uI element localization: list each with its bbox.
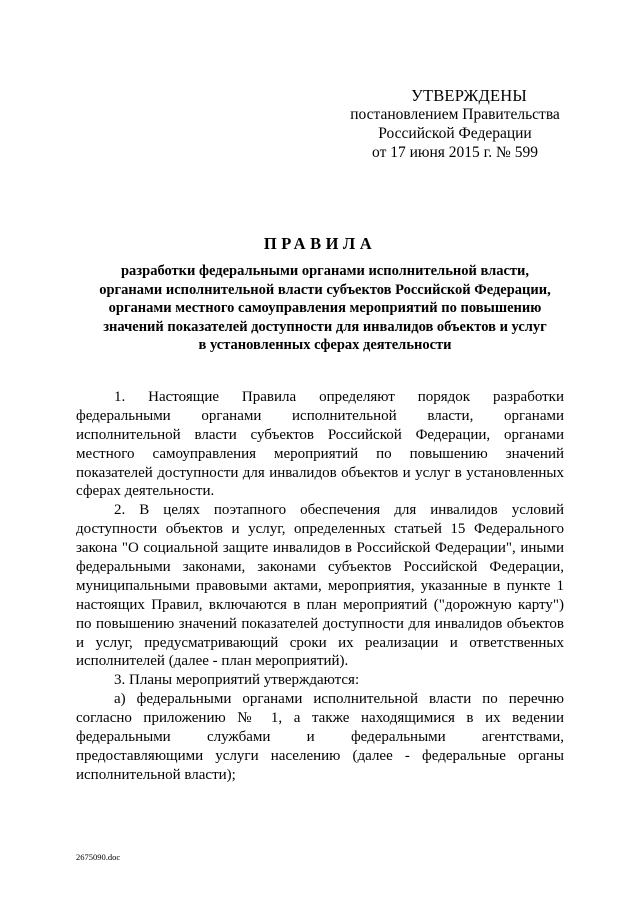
text-line: предоставляющими услуги населению (далее - федеральные органы xyxy=(76,747,564,764)
text-line: федеральными органами исполнительной власти, органами xyxy=(76,407,564,424)
file-name-footer: 2675090.doc xyxy=(76,852,121,862)
text-line: исполнительной власти); xyxy=(76,766,236,783)
approval-heading: УТВЕРЖДЕНЫ xyxy=(411,86,527,105)
subtitle-line: органами исполнительной власти субъектов Российской Федерации, xyxy=(99,281,551,298)
text-line: закона "О социальной защите инвалидов в Российской Федерации", иными xyxy=(76,540,564,557)
text-line: 1. Настоящие Правила определяют порядок разработки xyxy=(114,389,564,405)
text-line: местного самоуправления мероприятий по повышению значений xyxy=(76,445,564,462)
text-line: федеральными службами и федеральными агентствами, xyxy=(76,729,564,746)
text-line: а) федеральными органами исполнительной власти по перечню xyxy=(114,691,564,708)
subtitle-line: разработки федеральными органами исполнительной власти, xyxy=(120,263,530,279)
approval-block xyxy=(330,86,580,162)
document-title: ПРАВИЛА xyxy=(263,234,377,253)
text-line: 2. В целях поэтапного обеспечения для инвалидов условий xyxy=(114,502,564,519)
text-line: по повышению значений показателей доступности для инвалидов объектов xyxy=(76,615,564,632)
text-line: исполнительной власти субъектов Российской Федерации, органами xyxy=(76,426,564,443)
paragraph-1 xyxy=(76,388,564,501)
text-line: доступности объектов и услуг, определенных статьей 15 Федерального xyxy=(76,521,564,538)
subtitle-line: в установленных сферах деятельности xyxy=(198,337,452,354)
text-line: и услуг, предусматривающий сроки их реализации и ответственных xyxy=(76,634,564,651)
text-line: федеральными законами, законами субъектов Российской Федерации, xyxy=(76,559,564,576)
document-body xyxy=(76,388,564,785)
subtitle-line: значений показателей доступности для инвалидов объектов и услуг xyxy=(103,318,547,335)
paragraph-3 xyxy=(76,671,564,690)
approval-date-number: от 17 июня 2015 г. № 599 xyxy=(372,144,538,161)
text-line: согласно приложению № 1, а также находящимися в их ведении xyxy=(76,710,564,727)
approval-decree: постановлением Правительства xyxy=(350,106,560,123)
text-line: исполнителей (далее - план мероприятий). xyxy=(76,653,349,670)
paragraph-2 xyxy=(76,501,564,671)
approval-government: Российской Федерации xyxy=(378,125,532,142)
text-line: 3. Планы мероприятий утверждаются: xyxy=(114,672,360,689)
text-line: показателей доступности для инвалидов объектов и услуг в установленных xyxy=(76,464,564,481)
text-line: сферах деятельности. xyxy=(76,483,215,500)
text-line: настоящих Правил, включаются в план мероприятий ("дорожную карту") xyxy=(76,596,564,613)
text-line: муниципальными правовыми актами, мероприятия, указанные в пункте 1 xyxy=(76,577,564,594)
subtitle-line: органами местного самоуправления мероприятий по повышению xyxy=(108,300,542,317)
document-subtitle xyxy=(70,262,580,355)
paragraph-3a xyxy=(76,690,564,784)
